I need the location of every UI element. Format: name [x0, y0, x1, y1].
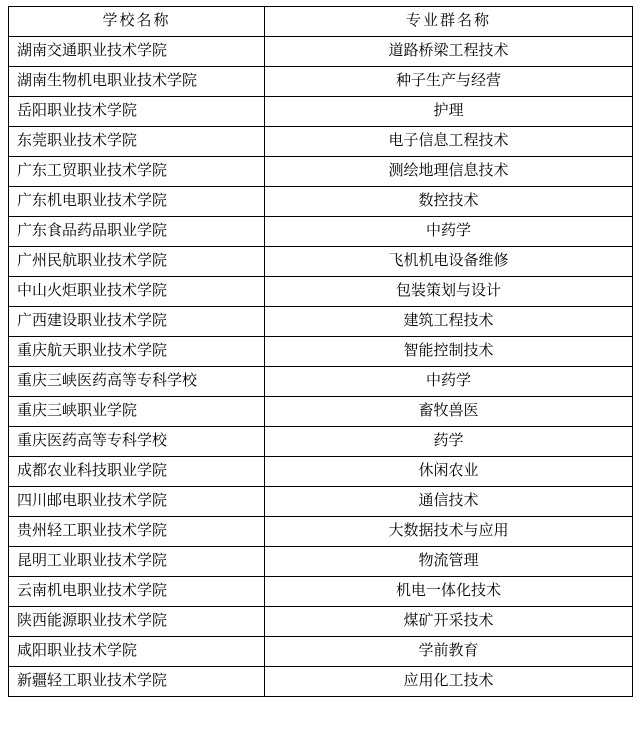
cell-major-group-name: 智能控制技术 [265, 337, 633, 367]
cell-school-name: 四川邮电职业技术学院 [9, 487, 265, 517]
cell-school-name: 贵州轻工职业技术学院 [9, 517, 265, 547]
cell-major-group-name: 中药学 [265, 217, 633, 247]
table-row [9, 367, 633, 397]
table-row [9, 607, 633, 637]
cell-school-name: 重庆医药高等专科学校 [9, 427, 265, 457]
table-row [9, 277, 633, 307]
table-row [9, 457, 633, 487]
cell-major-group-name: 休闲农业 [265, 457, 633, 487]
table-body [9, 37, 633, 697]
table-row [9, 427, 633, 457]
document-page [0, 6, 640, 729]
table-row [9, 547, 633, 577]
column-header-school: 学校名称 [9, 7, 265, 37]
table-row [9, 127, 633, 157]
cell-major-group-name: 飞机机电设备维修 [265, 247, 633, 277]
cell-school-name: 重庆三峡职业学院 [9, 397, 265, 427]
cell-major-group-name: 建筑工程技术 [265, 307, 633, 337]
cell-school-name: 东莞职业技术学院 [9, 127, 265, 157]
cell-school-name: 重庆三峡医药高等专科学校 [9, 367, 265, 397]
table-row [9, 397, 633, 427]
cell-major-group-name: 中药学 [265, 367, 633, 397]
table-header [9, 7, 633, 37]
cell-major-group-name: 学前教育 [265, 637, 633, 667]
cell-school-name: 广东机电职业技术学院 [9, 187, 265, 217]
table-row [9, 187, 633, 217]
table-row [9, 37, 633, 67]
cell-school-name: 湖南交通职业技术学院 [9, 37, 265, 67]
cell-major-group-name: 物流管理 [265, 547, 633, 577]
cell-major-group-name: 机电一体化技术 [265, 577, 633, 607]
column-header-major: 专业群名称 [265, 7, 633, 37]
cell-major-group-name: 电子信息工程技术 [265, 127, 633, 157]
cell-school-name: 湖南生物机电职业技术学院 [9, 67, 265, 97]
table-row [9, 667, 633, 697]
table-row [9, 337, 633, 367]
table-header-row [9, 7, 633, 37]
cell-major-group-name: 煤矿开采技术 [265, 607, 633, 637]
cell-school-name: 中山火炬职业技术学院 [9, 277, 265, 307]
table-row [9, 157, 633, 187]
cell-major-group-name: 药学 [265, 427, 633, 457]
table-row [9, 97, 633, 127]
school-major-table [8, 6, 633, 697]
cell-major-group-name: 通信技术 [265, 487, 633, 517]
cell-major-group-name: 包装策划与设计 [265, 277, 633, 307]
cell-major-group-name: 护理 [265, 97, 633, 127]
table-row [9, 487, 633, 517]
cell-school-name: 广东工贸职业技术学院 [9, 157, 265, 187]
cell-major-group-name: 种子生产与经营 [265, 67, 633, 97]
cell-school-name: 成都农业科技职业学院 [9, 457, 265, 487]
cell-major-group-name: 道路桥梁工程技术 [265, 37, 633, 67]
cell-school-name: 新疆轻工职业技术学院 [9, 667, 265, 697]
cell-school-name: 咸阳职业技术学院 [9, 637, 265, 667]
table-row [9, 307, 633, 337]
cell-major-group-name: 测绘地理信息技术 [265, 157, 633, 187]
table-row [9, 217, 633, 247]
table-row [9, 577, 633, 607]
table-row [9, 637, 633, 667]
table-row [9, 517, 633, 547]
cell-school-name: 云南机电职业技术学院 [9, 577, 265, 607]
cell-major-group-name: 畜牧兽医 [265, 397, 633, 427]
cell-school-name: 重庆航天职业技术学院 [9, 337, 265, 367]
cell-school-name: 广州民航职业技术学院 [9, 247, 265, 277]
cell-school-name: 广东食品药品职业学院 [9, 217, 265, 247]
cell-school-name: 岳阳职业技术学院 [9, 97, 265, 127]
cell-major-group-name: 大数据技术与应用 [265, 517, 633, 547]
cell-school-name: 昆明工业职业技术学院 [9, 547, 265, 577]
cell-major-group-name: 应用化工技术 [265, 667, 633, 697]
table-row [9, 247, 633, 277]
table-row [9, 67, 633, 97]
cell-school-name: 陕西能源职业技术学院 [9, 607, 265, 637]
cell-major-group-name: 数控技术 [265, 187, 633, 217]
cell-school-name: 广西建设职业技术学院 [9, 307, 265, 337]
